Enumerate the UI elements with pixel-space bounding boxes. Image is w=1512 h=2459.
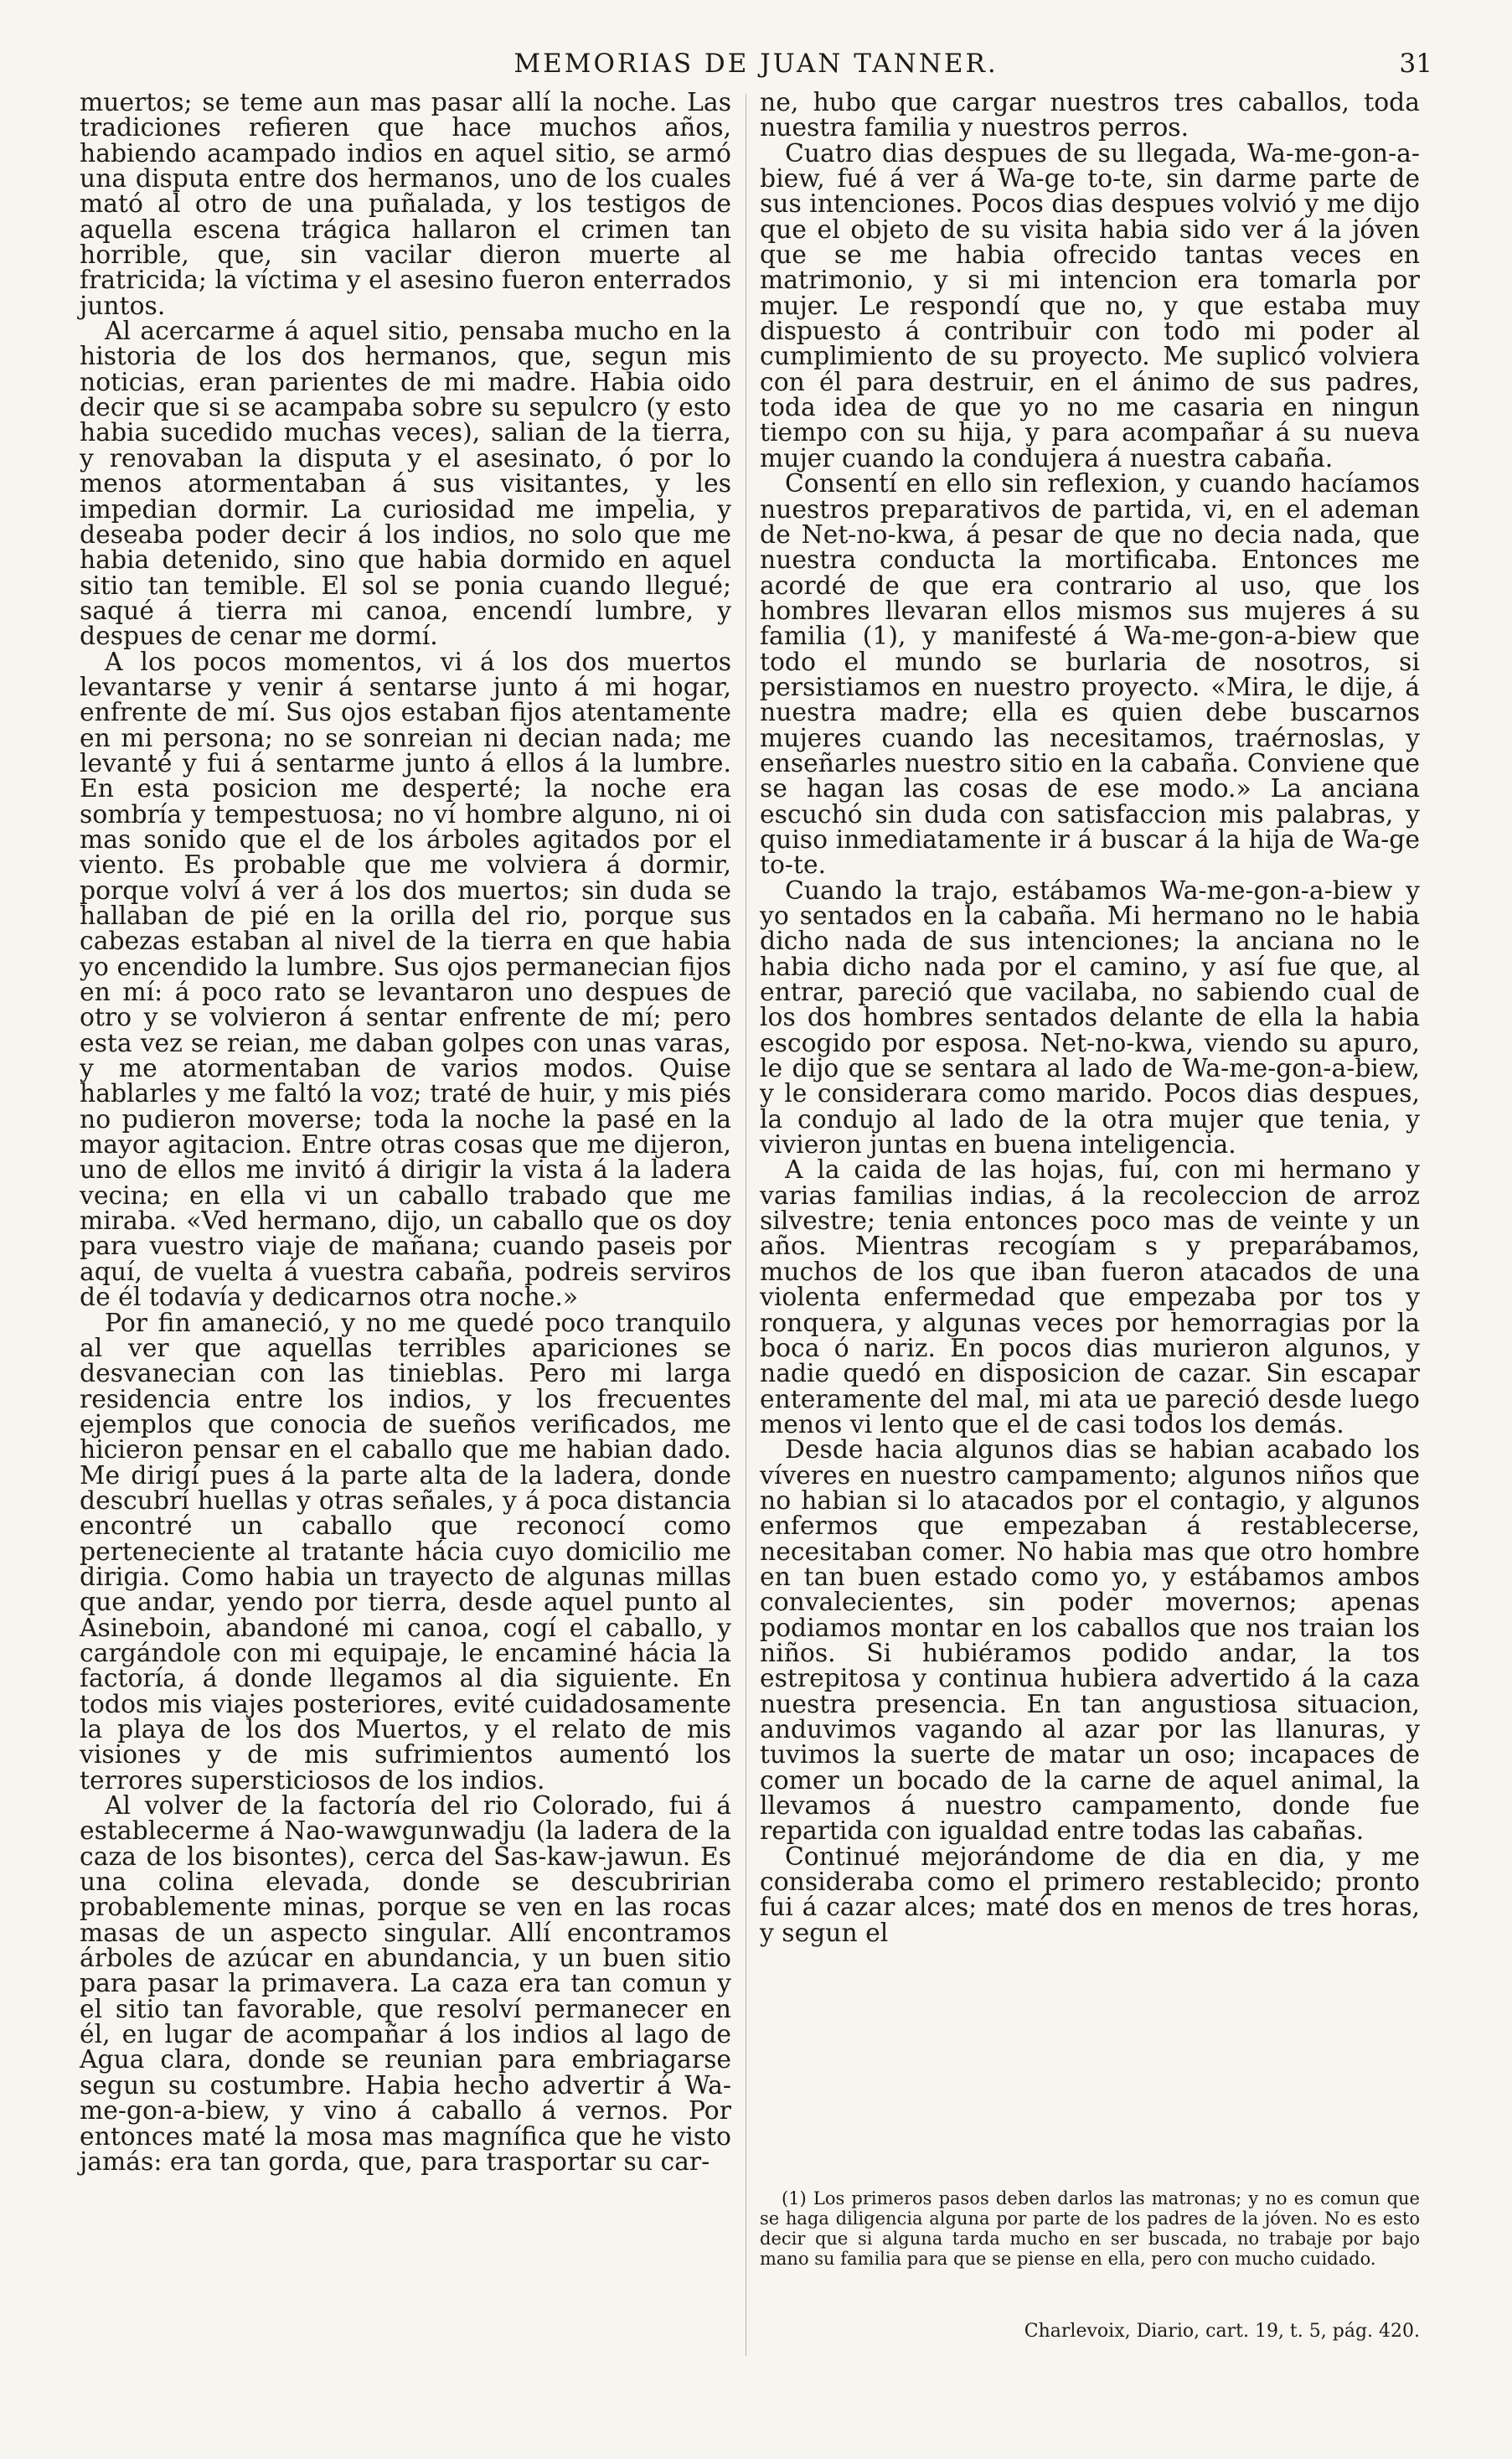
paragraph: Al acercarme á aquel sitio, pensaba mucho en la historia de los dos hermanos, que, segun mis noticias, eran parientes de mi madre. Habia oido decir que si se acampaba sobre su sepulcro (y esto habia sucedido muchas veces), salian de la tierra, y renovaban la disputa y el asesinato, ó por lo menos atormentaban á sus visitantes, y les impedian dormir. La curiosidad me impelia, y deseaba poder decir á los indios, no solo que me habia detenido, sino que habia dormido en aquel sitio tan temible. El sol se ponia cuando llegué; saqué á tierra mi canoa, encendí lumbre, y despues de cenar me dormí. [80,317,731,652]
paragraph: Desde hacia algunos dias se habian acabado los víveres en nuestro campamento; algunos niños que no habian si lo atacados por el contagio, y algunos enfermos que empezaban á restablecerse, necesitaban comer. No habia mas que otro hombre en tan buen estado como yo, y estábamos ambos convalecientes, sin poder movernos; apenas podiamos montar en los caballos que nos traian los niños. Si hubiéramos podido andar, la tos estrepitosa y continua hubiera advertido á la caza nuestra presencia. En tan angustiosa situacion, anduvimos vagando al azar por las llanuras, y tuvimos la suerte de matar un oso; incapaces de comer un bocado de la carne de aquel animal, la llevamos á nuestro campamento, donde fue repartida con igualdad entre todas las cabañas. [760,1435,1420,1847]
paragraph: Cuatro dias despues de su llegada, Wa-me-gon-a-biew, fué á ver á Wa-ge to-te, sin darme parte de sus intenciones. Pocos dias despues volvió y me dijo que el objeto de su visita habia sido ver á la jóven que se me habia ofrecido tantas veces en matrimonio, y si mi intencion era tomarla por mujer. Le respondí que no, y que estaba muy dispuesto á contribuir con todo mi poder al cumplimiento de su proyecto. Me suplicó volviera con él para destruir, en el ánimo de sus padres, toda idea de que yo no me casaria en ningun tiempo con su hija, y para acompañar á su nueva mujer cuando la condujera á nuestra cabaña. [760,138,1420,473]
footnote-citation: Charlevoix, Diario, cart. 19, t. 5, pág. 420. [1024,2321,1420,2342]
paragraph: muertos; se teme aun mas pasar allí la noche. Las tradiciones refieren que hace muchos años, habiendo acampado indios en aquel sitio, se armó una disputa entre dos hermanos, uno de los cuales mató al otro de una puñalada, y los testigos de aquella escena trágica hallaron el crimen tan horrible, que, sin vacilar dieron muerte al fratricida; la víctima y el asesino fueron enterrados juntos. [80,88,731,321]
footnote [760,2188,1420,2269]
paragraph: Al volver de la factoría del rio Colorado, fui á establecerme á Nao-wawgunwadju (la ladera de la caza de los bisontes), cerca del Sas-kaw-jawun. Es una colina elevada, donde se descubririan probablemente minas, porque se ven en las rocas masas de un aspecto singular. Allí encontramos árboles de azúcar en abundancia, y un buen sitio para pasar la primavera. La caza era tan comun y el sitio tan favorable, que resolví permanecer en él, en lugar de acompañar á los indios al lago de Agua clara, donde se reunian para embriagarse segun su costumbre. Habia hecho advertir á Wa-me-gon-a-biew, y vino á caballo á vernos. Por entonces maté la mosa mas magnífica que he visto jamás: era tan gorda, que, para trasportar su car- [80,1791,731,2177]
paragraph: ne, hubo que cargar nuestros tres caballos, toda nuestra familia y nuestros perros. [760,88,1420,143]
right-column [760,90,1420,1946]
page-number: 31 [1399,49,1432,79]
footnote-text: (1) Los primeros pasos deben darlos las matronas; y no es comun que se haga diligencia alguna por parte de los padres de la jóven. No es esto decir que si alguna tarda mucho en ser buscada, no trabaje por bajo mano su familia para que se piense en ella, pero con mucho cuidado. [760,2188,1420,2269]
paragraph: A la caida de las hojas, fuí, con mi hermano y varias familias indias, á la recoleccion de arroz silvestre; tenia entonces poco mas de veinte y un años. Mientras recogíam s y preparábamos, muchos de los que iban fueron atacados de una violenta enfermedad que empezaba por tos y ronquera, y algunas veces por hemorragias por la boca ó nariz. En pocos dias murieron algunos, y nadie quedó en disposicion de cazar. Sin escapar enteramente del mal, mi ata ue pareció desde luego menos vi lento que el de casi todos los demás. [760,1155,1420,1439]
running-title: MEMORIAS DE JUAN TANNER. [513,49,999,79]
paragraph: Cuando la trajo, estábamos Wa-me-gon-a-biew y yo sentados en la cabaña. Mi hermano no le habia dicho nada de sus intenciones; la anciana no le habia dicho nada por el camino, y así fue que, al entrar, pareció que vacilaba, no sabiendo cual de los dos hombres sentados delante de ella la habia escogido por esposa. Net-no-kwa, viendo su apuro, le dijo que se sentara al lado de Wa-me-gon-a-biew, y le considerara como marido. Pocos dias despues, la condujo al lado de la otra mujer que tenia, y vivieron juntas en buena inteligencia. [760,876,1420,1160]
paragraph: Consentí en ello sin reflexion, y cuando hacíamos nuestros preparativos de partida, vi, en el ademan de Net-no-kwa, á pesar de que no decia nada, que nuestra conducta la mortificaba. Entonces me acordé de que era contrario al uso, que los hombres llevaran ellos mismos sus mujeres á su familia (1), y manifesté á Wa-me-gon-a-biew que todo el mundo se burlaria de nosotros, si persistiamos en nuestro proyecto. «Mira, le dije, á nuestra madre; ella es quien debe buscarnos mujeres cuando las necesitamos, traérnoslas, y enseñarles nuestro sitio en la cabaña. Conviene que se hagan las cosas de ese modo.» La anciana escuchó sin duda con satisfaccion mis palabras, y quiso inmediatamente ir á buscar á la hija de Wa-ge to-te. [760,469,1420,881]
page-header [80,49,1432,85]
paragraph: A los pocos momentos, vi á los dos muertos levantarse y venir á sentarse junto á mi hogar, enfrente de mí. Sus ojos estaban fijos atentamente en mi persona; no se sonreian ni decian nada; me levanté y fui á sentarme junto á ellos á la lumbre. En esta posicion me desperté; la noche era sombría y tempestuosa; no ví hombre alguno, ni oi mas sonido que el de los árboles agitados por el viento. Es probable que me volviera á dormir, porque volví á ver á los dos muertos; sin duda se hallaban de pié en la orilla del rio, porque sus cabezas estaban al nivel de la tierra en que habia yo encendido la lumbre. Sus ojos permanecian fijos en mí: á poco rato se levantaron uno despues de otro y se volvieron á sentar enfrente de mí; pero esta vez se reian, me daban golpes con unas varas, y me atormentaban de varios modos. Quise hablarles y me faltó la voz; traté de huir, y mis piés no pudieron moverse; toda la noche la pasé en la mayor agitacion. Entre otras cosas que me dijeron, uno de ellos me invitó á dirigir la vista á la ladera vecina; en ella vi un caballo trabado que me miraba. «Ved hermano, dijo, un caballo que os doy para vuestro viaje de mañana; cuando paseis por aquí, de vuelta á vuestra cabaña, podreis serviros de él todavía y dedicarnos otra noche.» [80,647,731,1313]
left-column [80,90,731,2175]
paragraph: Continué mejorándome de dia en dia, y me consideraba como el primero restablecido; pronto fui á cazar alces; maté dos en menos de tres horas, y segun el [760,1842,1420,1948]
paragraph: Por fin amaneció, y no me quedé poco tranquilo al ver que aquellas terribles apariciones se desvanecian con las tinieblas. Pero mi larga residencia entre los indios, y los frecuentes ejemplos que conocia de sueños verificados, me hicieron pensar en el caballo que me habian dado. Me dirigí pues á la parte alta de la ladera, donde descubrí huellas y otras señales, y á poca distancia encontré un caballo que reconocí como perteneciente al tratante hácia cuyo domicilio me dirigia. Como habia un trayecto de algunas millas que andar, yendo por tierra, desde aquel punto al Asineboin, abandoné mi canoa, cogí el caballo, y cargándole con mi equipaje, le encaminé hácia la factoría, á donde llegamos al dia siguiente. En todos mis viajes posteriores, evité cuidadosamente la playa de los dos Muertos, y el relato de mis visiones y de mis sufrimientos aumentó los terrores supersticiosos de los indios. [80,1308,731,1795]
